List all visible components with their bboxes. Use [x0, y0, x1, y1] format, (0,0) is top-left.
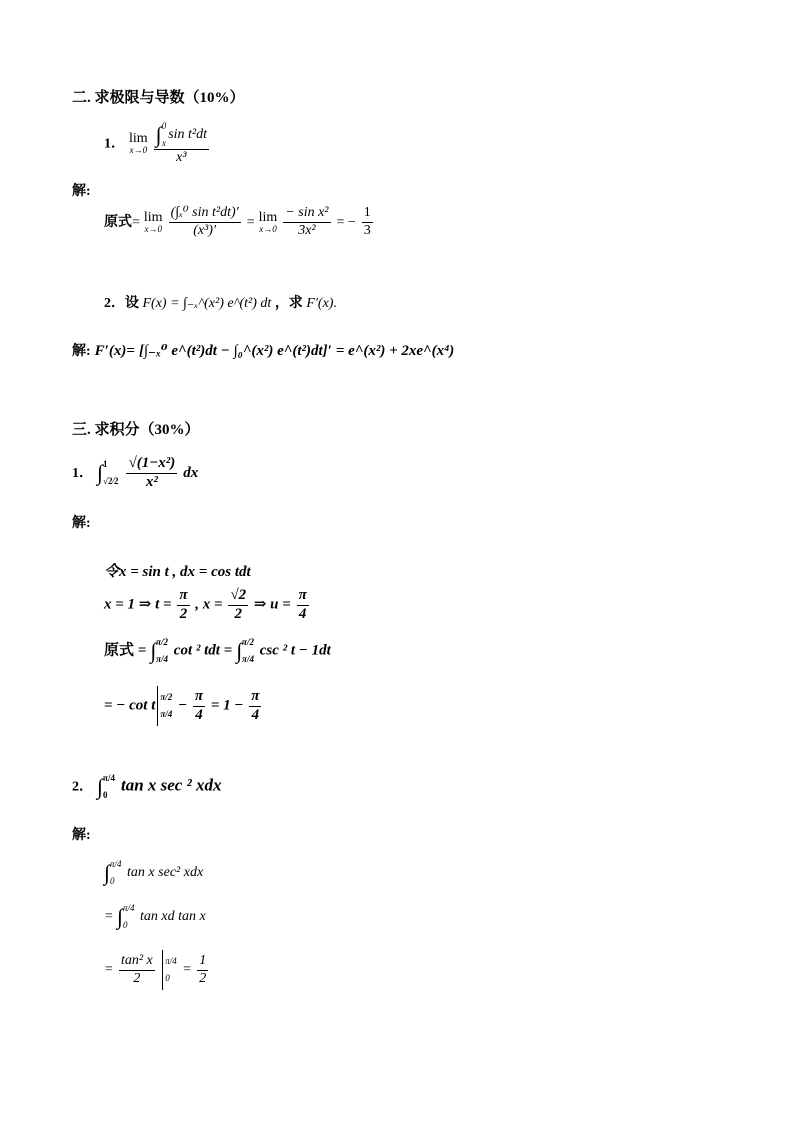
problem-3-2: 2． ∫ π/4 0 tan x sec ² xdx	[72, 773, 222, 800]
solution-2-2: 解: F′(x)= [∫₋ₓ⁰ e^(t²)dt − ∫₀^(x²) e^(t²)dt]′ = e^(x²) + 2xe^(x⁴)	[72, 343, 455, 359]
limit-operator: lim x→0	[129, 131, 148, 156]
q1-step4: = − cot t π/2 π/4 − $\frac{\pi}{4}$ = 1 − $\frac{\pi}{4}$	[104, 686, 263, 726]
q2-step1: ∫ π/4 0 tan x sec² xdx	[104, 859, 204, 886]
solution-label: 解:	[72, 828, 91, 843]
problem-3-1: 1． ∫ 1 √2⁄2 $\frac{\text{√(1−x²)}}{\text{x²}}$ dx	[72, 455, 199, 490]
problem-label: 1．	[104, 136, 125, 152]
q2-step3: = $\frac{\text{tan² x}}{2}$ π/4 0 = $\frac{1}{2}$	[104, 950, 210, 990]
section-2-title: 二. 求极限与导数（10%）	[72, 90, 245, 106]
problem-2-2: 2．设 F(x) = ∫₋ₓ^(x²) e^(t²) dt ，求 F′(x).	[104, 296, 337, 311]
q1-step3: 原式 = ∫ π/2 π/4 cot ² tdt = ∫ π/2 π/4 csc ² t − 1dt	[104, 637, 331, 664]
q1-substitution: 令x = sin t , dx = cos tdt	[104, 564, 251, 580]
problem-2-1	[104, 122, 211, 166]
q1-bounds: x = 1 ⇒ t = $\frac{\pi}{2}$ , x = $\frac{√2}{2}$ ⇒ u = $\frac{\pi}{4}$	[104, 587, 307, 622]
section-3-title: 三. 求积分（30%）	[72, 422, 200, 438]
limit-fraction: ∫ 0 x sin t²dt x³	[155, 121, 208, 165]
solution-label: 解:	[72, 516, 91, 531]
solution-2-1: 原式= lim x→0 $\frac{\text{(∫ₓ⁰ sin t²dt)′}}{\text{(x³)′}}$ = lim x→0 $\frac{\text{− sin x²}}{\text{3x²}}$ = − $\frac{1}{3}$	[104, 205, 371, 238]
q2-step2: = ∫ π/4 0 tan xd tan x	[104, 903, 206, 930]
solution-label: 解:	[72, 184, 91, 199]
